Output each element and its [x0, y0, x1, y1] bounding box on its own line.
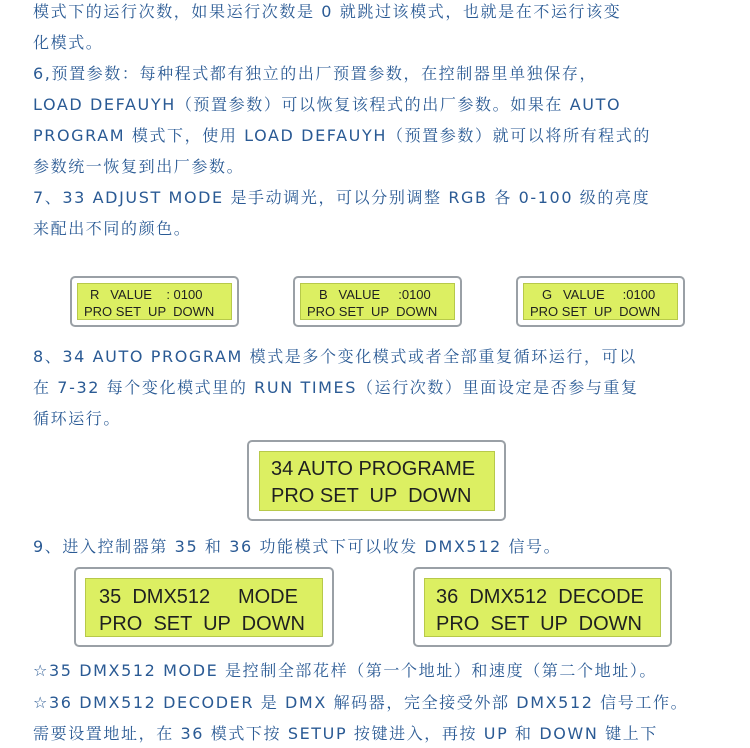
text-line-14: ☆36 DMX512 DECODER 是 DMX 解码器，完全接受外部 DMX512 信号工作。 — [33, 693, 689, 712]
lcd-line-1: B VALUE :0100 — [319, 287, 431, 302]
lcd-auto-program — [247, 440, 506, 521]
lcd-screen — [85, 578, 323, 637]
lcd-line-2: PRO SET UP DOWN — [307, 304, 438, 319]
lcd-screen — [300, 283, 455, 320]
text-line-7: 7、33 ADJUST MODE 是手动调光，可以分别调整 RGB 各 0-100 级的亮度 — [33, 188, 651, 207]
lcd-dmx512-decode — [413, 567, 672, 647]
lcd-dmx512-mode — [74, 567, 334, 647]
text-line-10: 在 7-32 每个变化模式里的 RUN TIMES（运行次数）里面设定是否参与重复 — [33, 378, 639, 397]
text-line-13: ☆35 DMX512 MODE 是控制全部花样（第一个地址）和速度（第二个地址）。 — [33, 661, 658, 680]
text-line-9: 8、34 AUTO PROGRAM 模式是多个变化模式或者全部重复循环运行，可以 — [33, 347, 637, 366]
lcd-line-2: PRO SET UP DOWN — [530, 304, 661, 319]
lcd-line-2: PRO SET UP DOWN — [99, 613, 305, 635]
text-line-4: LOAD DEFAUYH（预置参数）可以恢复该程式的出厂参数。如果在 AUTO — [33, 95, 622, 114]
text-line-15: 需要设置地址，在 36 模式下按 SETUP 按键进入，再按 UP 和 DOWN 键上下 — [33, 724, 658, 743]
lcd-line-1: R VALUE : 0100 — [90, 287, 203, 302]
text-line-2: 化模式。 — [33, 33, 104, 52]
lcd-screen — [424, 578, 661, 637]
text-line-3: 6,预置参数：每种程式都有独立的出厂预置参数，在控制器里单独保存， — [33, 64, 598, 83]
text-line-12: 9、进入控制器第 35 和 36 功能模式下可以收发 DMX512 信号。 — [33, 537, 562, 556]
lcd-line-1: G VALUE :0100 — [542, 287, 656, 302]
text-line-5: PROGRAM 模式下，使用 LOAD DEFAUYH（预置参数）就可以将所有程式的 — [33, 126, 651, 145]
text-line-11: 循环运行。 — [33, 409, 122, 428]
lcd-screen — [77, 283, 232, 320]
lcd-green-value — [516, 276, 685, 327]
lcd-red-value — [70, 276, 239, 327]
lcd-line-2: PRO SET UP DOWN — [84, 304, 215, 319]
lcd-line-2: PRO SET UP DOWN — [271, 485, 472, 507]
text-line-6: 参数统一恢复到出厂参数。 — [33, 157, 245, 176]
lcd-line-1: 36 DMX512 DECODE — [436, 586, 644, 608]
lcd-line-2: PRO SET UP DOWN — [436, 613, 642, 635]
lcd-screen — [523, 283, 678, 320]
lcd-screen — [259, 451, 495, 511]
lcd-line-1: 34 AUTO PROGRAME — [271, 458, 476, 480]
lcd-blue-value — [293, 276, 462, 327]
text-line-8: 来配出不同的颜色。 — [33, 219, 192, 238]
text-line-1: 模式下的运行次数，如果运行次数是 0 就跳过该模式，也就是在不运行该变 — [33, 2, 622, 21]
lcd-line-1: 35 DMX512 MODE — [99, 586, 298, 608]
